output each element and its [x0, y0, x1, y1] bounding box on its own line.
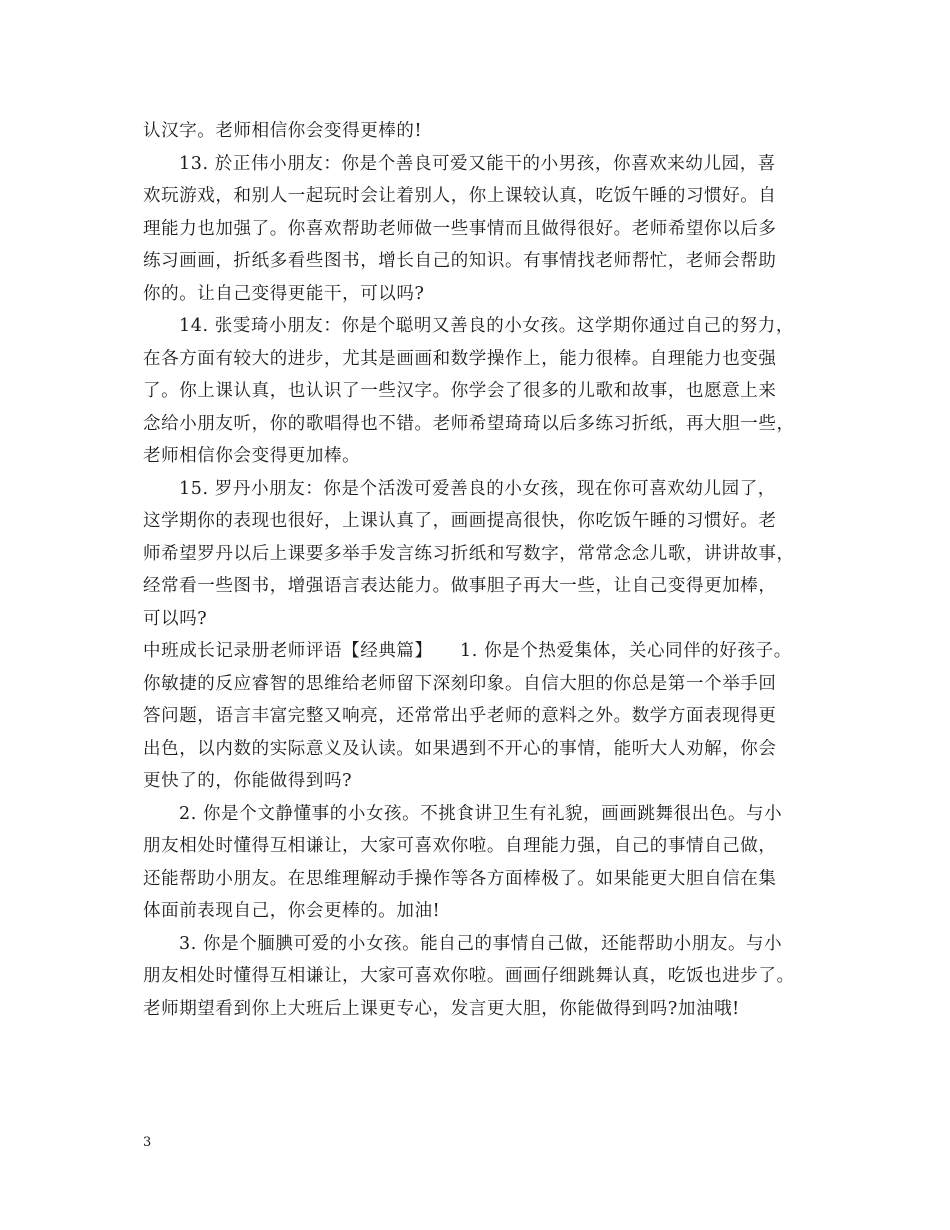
text-line: 更快了的，你能做得到吗?: [143, 771, 353, 791]
text-line: 14. 张雯琦小朋友：你是个聪明又善良的小女孩。这学期你通过自己的努力，: [179, 316, 794, 336]
text-line: 经常看一些图书，增强语言表达能力。做事胆子再大一些，让自己变得更加棒，: [143, 576, 777, 596]
text-line: 体面前表现自己，你会更棒的。加油!: [143, 901, 441, 921]
text-line: 可以吗?: [143, 608, 208, 629]
text-line: 朋友相处时懂得互相谦让，大家可喜欢你啦。自理能力强，自己的事情自己做，: [143, 836, 777, 856]
text-line: 还能帮助小朋友。在思维理解动手操作等各方面棒极了。如果能更大胆自信在集: [143, 868, 777, 889]
text-line: 理能力也加强了。你喜欢帮助老师做一些事情而且做得很好。老师希望你以后多: [143, 218, 777, 239]
text-line: 你的。让自己变得更能干，可以吗?: [143, 283, 425, 304]
text-line: 老师期望看到你上大班后上课更专心，发言更大胆，你能做得到吗?加油哦!: [143, 998, 740, 1019]
text-line: 2. 你是个文静懂事的小女孩。不挑食讲卫生有礼貌，画画跳舞很出色。与小: [179, 803, 783, 824]
text-line: 师希望罗丹以后上课要多举手发言练习折纸和写数字，常常念念儿歌，讲讲故事，: [143, 543, 795, 564]
text-line: 认汉字。老师相信你会变得更棒的!: [143, 121, 423, 141]
text-line: 这学期你的表现也很好，上课认真了，画画提高很快，你吃饭午睡的习惯好。老: [143, 511, 777, 531]
page-number: 3: [143, 1135, 152, 1150]
text-line: 出色，以内数的实际意义及认读。如果遇到不开心的事情，能听大人劝解，你会: [143, 738, 777, 759]
text-line: 15. 罗丹小朋友：你是个活泼可爱善良的小女孩，现在你可喜欢幼儿园了，: [179, 478, 776, 499]
text-line: 朋友相处时懂得互相谦让，大家可喜欢你啦。画画仔细跳舞认真，吃饭也进步了。: [143, 966, 795, 986]
text-line: 了。你上课认真，也认识了一些汉字。你学会了很多的儿歌和故事，也愿意上来: [143, 381, 777, 401]
text-line: 练习画画，折纸多看些图书，增长自己的知识。有事情找老师帮忙，老师会帮助: [143, 251, 777, 271]
text-line: 中班成长记录册老师评语【经典篇】 1. 你是个热爱集体，关心同伴的好孩子。: [143, 641, 792, 661]
body-text: [143, 115, 833, 1025]
text-line: 念给小朋友听，你的歌唱得也不错。老师希望琦琦以后多练习折纸，再大胆一些，: [143, 413, 795, 434]
text-line: 你敏捷的反应睿智的思维给老师留下深刻印象。自信大胆的你总是第一个举手回: [143, 673, 777, 694]
text-line: 3. 你是个腼腆可爱的小女孩。能自己的事情自己做，还能帮助小朋友。与小: [179, 933, 783, 954]
text-line: 答问题，语言丰富完整又响亮，还常常出乎老师的意料之外。数学方面表现得更: [143, 706, 777, 726]
text-line: 老师相信你会变得更加棒。: [143, 446, 361, 466]
text-line: 在各方面有较大的进步，尤其是画画和数学操作上，能力很棒。自理能力也变强: [143, 348, 777, 369]
text-line: 欢玩游戏，和别人一起玩时会让着别人，你上课较认真，吃饭午睡的习惯好。自: [143, 186, 777, 206]
text-line: 13. 於正伟小朋友：你是个善良可爱又能干的小男孩，你喜欢来幼儿园，喜: [179, 153, 776, 174]
